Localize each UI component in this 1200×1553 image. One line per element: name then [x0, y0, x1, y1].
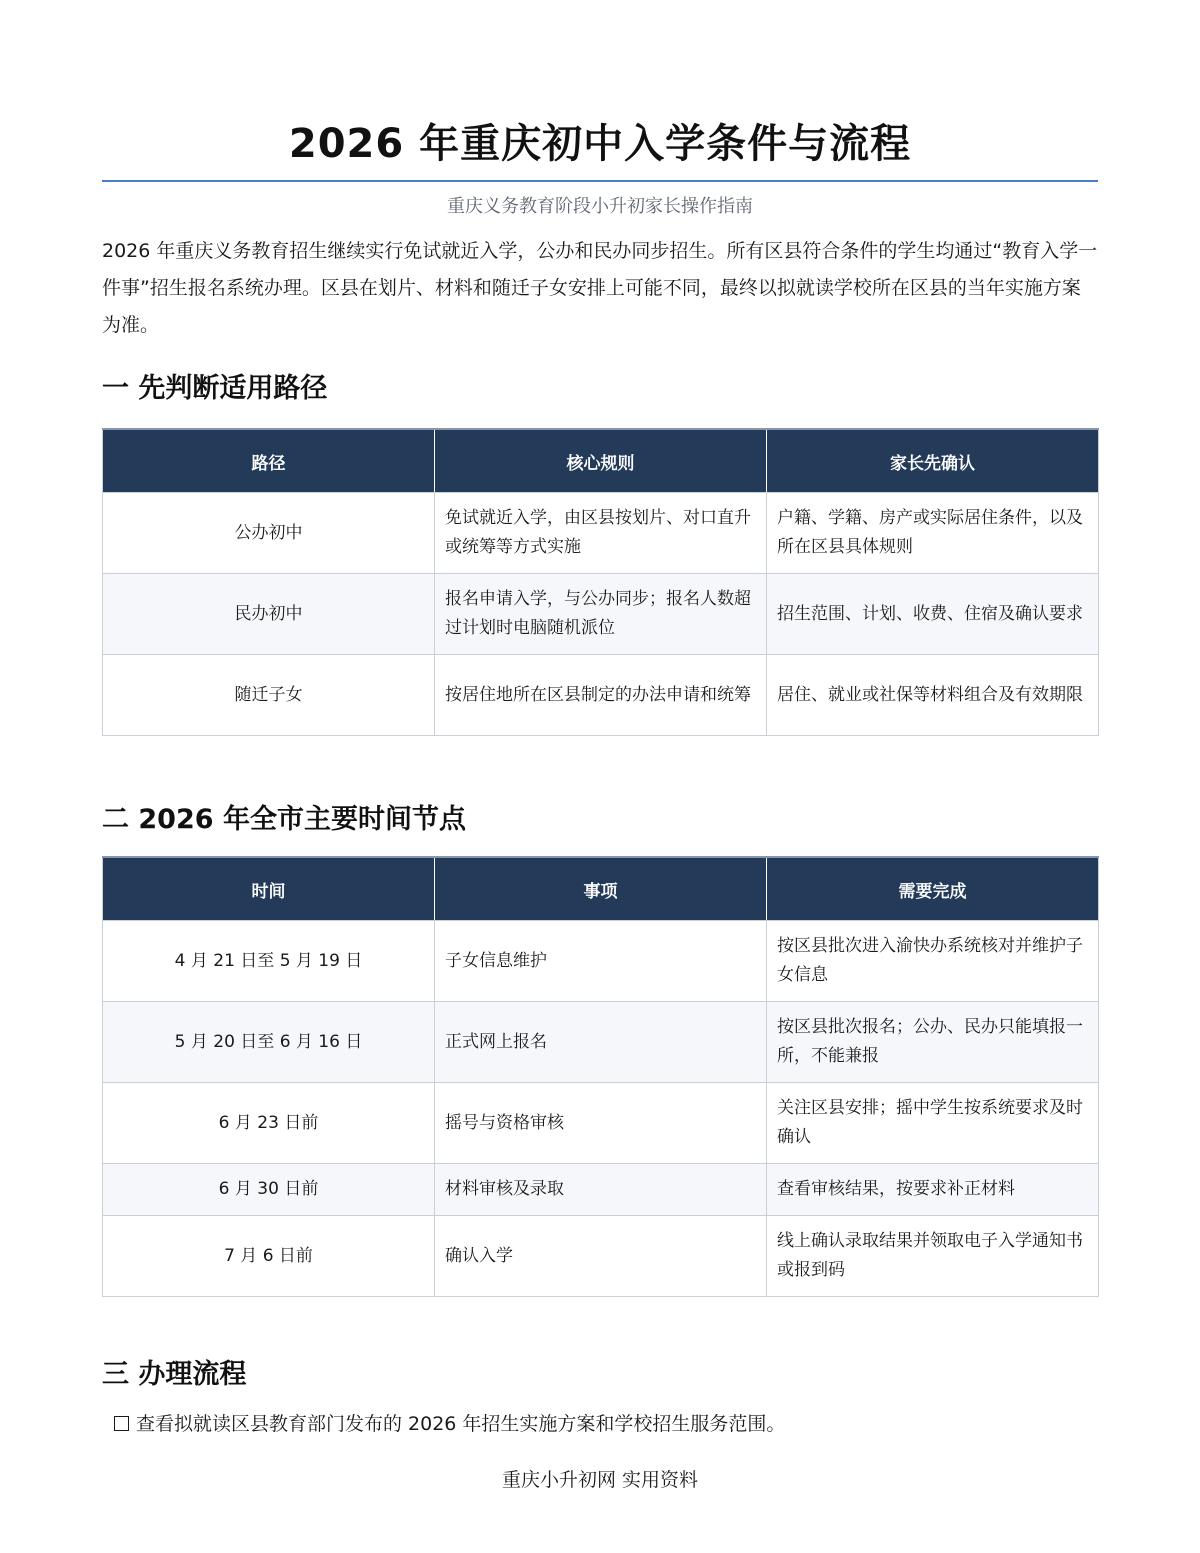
table-cell: 招生范围、计划、收费、住宿及确认要求 — [767, 574, 1099, 655]
table-cell: 7 月 6 日前 — [103, 1216, 435, 1297]
paths-table — [102, 428, 1099, 736]
section-heading-timeline: 二 2026 年全市主要时间节点 — [102, 804, 466, 835]
table-cell: 报名申请入学，与公办同步；报名人数超过计划时电脑随机派位 — [435, 574, 767, 655]
column-header: 核心规则 — [435, 429, 767, 493]
page-subtitle: 重庆义务教育阶段小升初家长操作指南 — [447, 196, 753, 217]
table-header-row — [103, 429, 1099, 493]
table-cell: 4 月 21 日至 5 月 19 日 — [103, 921, 435, 1002]
table-cell: 按居住地所在区县制定的办法申请和统筹 — [435, 655, 767, 736]
column-header: 路径 — [103, 429, 435, 493]
table-row — [103, 655, 1099, 736]
table-row — [103, 574, 1099, 655]
table-cell: 6 月 23 日前 — [103, 1083, 435, 1164]
table-cell: 确认入学 — [435, 1216, 767, 1297]
section-heading-paths: 一 先判断适用路径 — [102, 373, 328, 404]
table-cell: 摇号与资格审核 — [435, 1083, 767, 1164]
section-heading-process: 三 办理流程 — [102, 1359, 247, 1390]
table-row — [103, 1216, 1099, 1297]
checklist-item — [102, 1409, 1098, 1439]
table-header-row — [103, 857, 1099, 921]
table-row — [103, 1164, 1099, 1216]
column-header: 需要完成 — [767, 857, 1099, 921]
column-header: 时间 — [103, 857, 435, 921]
table-cell: 6 月 30 日前 — [103, 1164, 435, 1216]
column-header: 家长先确认 — [767, 429, 1099, 493]
timeline-table — [102, 856, 1099, 1297]
table-cell: 民办初中 — [103, 574, 435, 655]
intro-paragraph: 2026 年重庆义务教育招生继续实行免试就近入学，公办和民办同步招生。所有区县符合条件的学生均通过“教育入学一件事”招生报名系统办理。区县在划片、材料和随迁子女安排上可能不同，最终以拟就读学校所在区县的当年实施方案为准。 — [102, 240, 1098, 336]
table-cell: 随迁子女 — [103, 655, 435, 736]
table-cell: 子女信息维护 — [435, 921, 767, 1002]
table-row — [103, 493, 1099, 574]
checkbox-icon — [114, 1416, 129, 1431]
page-footer: 重庆小升初网 实用资料 — [501, 1469, 699, 1491]
table-cell: 5 月 20 日至 6 月 16 日 — [103, 1002, 435, 1083]
table-cell: 按区县批次报名；公办、民办只能填报一所，不能兼报 — [767, 1002, 1099, 1083]
table-cell: 居住、就业或社保等材料组合及有效期限 — [767, 655, 1099, 736]
table-cell: 关注区县安排；摇中学生按系统要求及时确认 — [767, 1083, 1099, 1164]
title-divider — [102, 180, 1098, 182]
table-row — [103, 921, 1099, 1002]
table-cell: 公办初中 — [103, 493, 435, 574]
document-page — [102, 0, 1098, 1494]
table-cell: 材料审核及录取 — [435, 1164, 767, 1216]
table-row — [103, 1002, 1099, 1083]
table-row — [103, 1083, 1099, 1164]
table-cell: 免试就近入学，由区县按划片、对口直升或统筹等方式实施 — [435, 493, 767, 574]
table-cell: 户籍、学籍、房产或实际居住条件，以及所在区县具体规则 — [767, 493, 1099, 574]
table-cell: 正式网上报名 — [435, 1002, 767, 1083]
column-header: 事项 — [435, 857, 767, 921]
checklist-item-text: 查看拟就读区县教育部门发布的 2026 年招生实施方案和学校招生服务范围。 — [136, 1413, 786, 1435]
table-cell: 线上确认录取结果并领取电子入学通知书或报到码 — [767, 1216, 1099, 1297]
page-title: 2026 年重庆初中入学条件与流程 — [288, 121, 912, 167]
table-cell: 查看审核结果，按要求补正材料 — [767, 1164, 1099, 1216]
table-cell: 按区县批次进入渝快办系统核对并维护子女信息 — [767, 921, 1099, 1002]
